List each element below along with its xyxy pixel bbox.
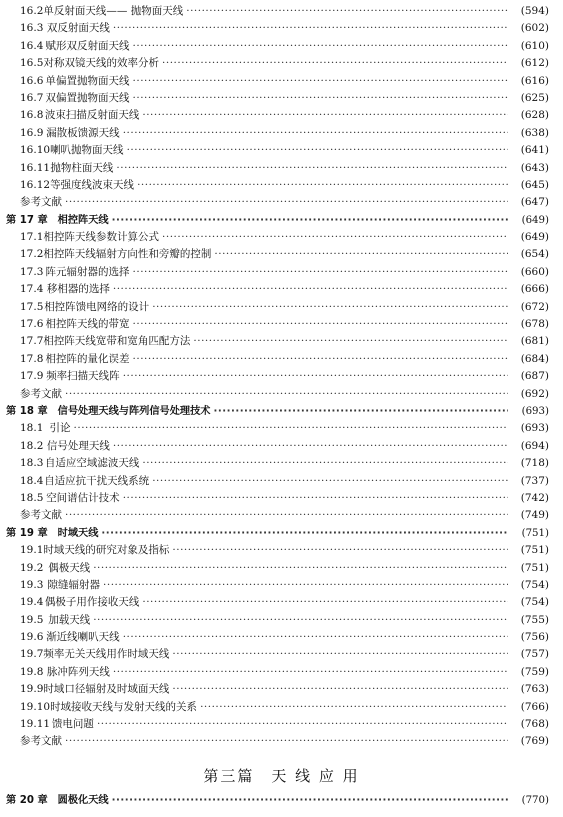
toc-section-row [0, 281, 563, 298]
leader-dots [162, 55, 508, 72]
section-number: 17.9 [20, 370, 44, 383]
section-title: 等强度线波束天线 [50, 178, 135, 191]
toc-section-row [0, 420, 563, 437]
toc-section-row [0, 664, 563, 681]
toc-section-row [0, 160, 563, 177]
toc-chapter-row [0, 792, 563, 809]
page-number: (681) [520, 335, 549, 348]
section-title: 赋形双反射面天线 [45, 39, 130, 52]
section-title: 双偏置抛物面天线 [45, 91, 130, 104]
section-title: 信号处理天线 [46, 439, 110, 452]
toc-chapter-row [0, 525, 563, 542]
toc-section-row [0, 316, 563, 333]
chapter-number: 第 18 章 [6, 405, 48, 417]
section-number: 18.5 [20, 491, 44, 504]
section-title: 频率无关天线用作时域天线 [43, 648, 170, 661]
toc-section-row [0, 368, 563, 385]
section-title: 自适应空域滤波天线 [44, 457, 140, 470]
toc-section-row [0, 716, 563, 733]
page-number: (756) [520, 631, 549, 644]
section-title: 自适应抗干扰天线系统 [44, 474, 150, 487]
toc-section-row [0, 560, 563, 577]
section-title: 阵元辐射器的选择 [45, 265, 130, 278]
section-number: 17.8 [20, 352, 44, 365]
section-title: 引论 [49, 422, 71, 435]
page-number: (612) [520, 57, 549, 70]
leader-dots [133, 264, 508, 281]
section-number: 16.9 [20, 126, 44, 139]
section-title: 偶极天线 [48, 561, 91, 574]
page-number: (649) [520, 231, 549, 244]
references-label: 参考文献 [20, 735, 62, 748]
leader-dots [113, 438, 508, 455]
page-number: (654) [520, 248, 549, 261]
section-title: 相控阵的量化误差 [45, 352, 130, 365]
section-title: 偶极子用作接收天线 [44, 596, 140, 609]
page-number: (625) [520, 91, 549, 104]
page-number: (751) [520, 561, 549, 574]
section-number: 18.4 [20, 474, 44, 487]
section-number: 19.2 [20, 561, 44, 574]
toc-section-row [0, 3, 563, 20]
section-title: 相控阵天线宽带和宽角匹配方法 [43, 335, 191, 348]
leader-dots [123, 125, 508, 142]
leader-dots [113, 664, 508, 681]
toc-section-row [0, 438, 563, 455]
leader-dots [112, 792, 508, 809]
page-number: (649) [521, 214, 549, 226]
toc-section-row [0, 646, 563, 663]
leader-dots [133, 351, 508, 368]
leader-dots [172, 681, 508, 698]
leader-dots [133, 73, 508, 90]
toc-section-row [0, 90, 563, 107]
toc-section-row [0, 594, 563, 611]
section-title: 时域口径辐射及时域面天线 [43, 683, 170, 696]
page-number: (616) [520, 74, 549, 87]
page-number: (610) [520, 39, 549, 52]
section-number: 19.1 [20, 544, 44, 557]
leader-dots [142, 594, 508, 611]
leader-dots [152, 473, 508, 490]
leader-dots [93, 612, 508, 629]
toc-chapter-row [0, 403, 563, 420]
leader-dots [65, 507, 508, 524]
page-number: (684) [520, 352, 549, 365]
section-number: 16.10 [20, 144, 51, 157]
page-number: (737) [520, 474, 549, 487]
section-title: 单反射面天线—— 抛物面天线 [43, 5, 184, 17]
section-number: 17.1 [20, 231, 44, 244]
section-number: 19.6 [20, 631, 44, 644]
section-title: 隙缝辐射器 [47, 578, 101, 591]
page-number: (757) [520, 648, 549, 661]
section-title: 移相器的选择 [46, 283, 110, 296]
section-title: 时域天线的研究对象及指标 [43, 544, 170, 557]
page-number: (766) [520, 700, 549, 713]
section-number: 16.11 [20, 161, 51, 174]
page-number: (602) [520, 22, 549, 35]
page-number: (647) [520, 196, 549, 209]
section-number: 16.6 [20, 74, 44, 87]
references-label: 参考文献 [20, 387, 62, 400]
leader-dots [113, 20, 508, 37]
leader-dots [172, 542, 508, 559]
toc-references-row [0, 733, 563, 750]
section-title: 相控阵天线的带宽 [45, 318, 130, 331]
section-number: 19.11 [20, 718, 51, 731]
page-number: (666) [520, 283, 549, 296]
page-number: (694) [520, 439, 549, 452]
section-number: 16.2 [20, 5, 44, 17]
page-number: (693) [520, 422, 549, 435]
page-number: (718) [520, 457, 549, 470]
toc-section-row [0, 612, 563, 629]
section-title: 单偏置抛物面天线 [45, 74, 130, 87]
page-number: (769) [520, 735, 549, 748]
final-chapter-entry [0, 792, 563, 809]
leader-dots [133, 38, 508, 55]
section-title: 加载天线 [48, 613, 91, 626]
section-number: 19.10 [20, 700, 51, 713]
leader-dots [65, 386, 508, 403]
section-number: 16.7 [20, 91, 44, 104]
section-number: 18.2 [20, 439, 44, 452]
page-number: (692) [520, 387, 549, 400]
page-number: (693) [521, 405, 549, 417]
section-title: 喇叭抛物面天线 [50, 144, 124, 157]
leader-dots [133, 316, 508, 333]
section-number: 16.3 [20, 22, 44, 35]
leader-dots [214, 246, 508, 263]
page-number: (672) [520, 300, 549, 313]
leader-dots [123, 490, 508, 507]
leader-dots [123, 368, 508, 385]
page-number: (687) [520, 370, 549, 383]
section-number: 19.8 [20, 665, 44, 678]
toc-section-row [0, 473, 563, 490]
toc-section-row [0, 38, 563, 55]
toc-section-row [0, 177, 563, 194]
toc-section-row [0, 681, 563, 698]
toc-section-row [0, 20, 563, 37]
section-number: 18.1 [20, 422, 44, 435]
toc-section-row [0, 107, 563, 124]
page-number: (768) [520, 718, 549, 731]
page-number: (594) [520, 5, 549, 17]
section-title: 馈电问题 [51, 718, 94, 731]
section-title: 脉冲阵列天线 [46, 665, 110, 678]
chapter-number: 第 19 章 [6, 527, 48, 539]
toc-references-row [0, 386, 563, 403]
leader-dots [93, 560, 508, 577]
part-title: 第三篇 天 线 应 用 [203, 767, 360, 785]
toc-section-row [0, 299, 563, 316]
section-number: 19.7 [20, 648, 44, 661]
chapter-title: 时域天线 [57, 527, 99, 539]
section-title: 抛物柱面天线 [50, 161, 114, 174]
leader-dots [142, 107, 508, 124]
toc-section-row [0, 542, 563, 559]
section-number: 19.3 [20, 578, 44, 591]
leader-dots [193, 333, 508, 350]
page-number: (645) [520, 178, 549, 191]
section-number: 17.3 [20, 265, 44, 278]
page-number: (643) [520, 161, 549, 174]
leader-dots [137, 177, 508, 194]
table-of-contents [0, 3, 563, 751]
section-number: 18.3 [20, 457, 44, 470]
leader-dots [127, 142, 508, 159]
leader-dots [162, 229, 508, 246]
leader-dots [213, 403, 508, 420]
chapter-number: 第 17 章 [6, 214, 48, 226]
toc-section-row [0, 73, 563, 90]
section-number: 19.4 [20, 596, 44, 609]
leader-dots [65, 733, 508, 750]
page-number: (759) [520, 665, 549, 678]
references-label: 参考文献 [20, 509, 62, 522]
toc-chapter-row [0, 212, 563, 229]
section-title: 漏散板馈源天线 [46, 126, 120, 139]
section-title: 相控阵天线参数计算公式 [43, 231, 160, 244]
section-number: 16.8 [20, 109, 44, 122]
section-title: 渐近线喇叭天线 [46, 631, 120, 644]
chapter-number: 第 20 章 [6, 795, 48, 806]
leader-dots [172, 646, 508, 663]
page-number: (742) [520, 491, 549, 504]
chapter-title: 信号处理天线与阵列信号处理技术 [57, 405, 211, 417]
toc-section-row [0, 490, 563, 507]
toc-section-row [0, 55, 563, 72]
page-number: (749) [520, 509, 549, 522]
leader-dots [152, 299, 508, 316]
section-title: 相控阵馈电网络的设计 [44, 300, 150, 313]
page-number: (751) [521, 527, 549, 539]
section-number: 17.5 [20, 300, 44, 313]
page-number: (638) [520, 126, 549, 139]
section-number: 16.12 [20, 178, 51, 191]
page-number: (754) [520, 578, 549, 591]
leader-dots [142, 455, 508, 472]
leader-dots [116, 160, 508, 177]
section-title: 空间谱估计技术 [46, 491, 120, 504]
section-title: 波束扫描反射面天线 [44, 109, 140, 122]
leader-dots [123, 629, 508, 646]
toc-section-row [0, 629, 563, 646]
chapter-title: 圆极化天线 [57, 795, 109, 806]
leader-dots [97, 716, 508, 733]
section-number: 17.2 [20, 248, 44, 261]
chapter-title: 相控阵天线 [57, 214, 109, 226]
section-title: 时域接收天线与发射天线的关系 [50, 700, 198, 713]
page-number: (628) [520, 109, 549, 122]
section-number: 19.9 [20, 683, 44, 696]
page-number: (763) [520, 683, 549, 696]
toc-section-row [0, 333, 563, 350]
leader-dots [65, 194, 508, 211]
leader-dots [200, 699, 508, 716]
leader-dots [74, 420, 508, 437]
page-number: (754) [520, 596, 549, 609]
toc-references-row [0, 507, 563, 524]
page-number: (755) [520, 613, 549, 626]
page-number: (770) [521, 795, 549, 806]
page-number: (751) [520, 544, 549, 557]
section-title: 对称双镜天线的效率分析 [43, 57, 160, 70]
toc-section-row [0, 246, 563, 263]
section-number: 17.7 [20, 335, 44, 348]
section-number: 16.5 [20, 57, 44, 70]
toc-section-row [0, 264, 563, 281]
toc-references-row [0, 194, 563, 211]
toc-section-row [0, 351, 563, 368]
section-number: 17.4 [20, 283, 44, 296]
section-number: 16.4 [20, 39, 44, 52]
leader-dots [186, 3, 508, 20]
section-title: 频率扫描天线阵 [46, 370, 120, 383]
section-number: 17.6 [20, 318, 44, 331]
toc-section-row [0, 142, 563, 159]
toc-section-row [0, 455, 563, 472]
toc-section-row [0, 229, 563, 246]
section-title: 相控阵天线辐射方向性和旁瓣的控制 [43, 248, 212, 261]
leader-dots [103, 577, 508, 594]
toc-section-row [0, 125, 563, 142]
leader-dots [113, 281, 508, 298]
page-number: (641) [520, 144, 549, 157]
leader-dots [133, 90, 508, 107]
leader-dots [112, 212, 508, 229]
page-number: (660) [520, 265, 549, 278]
toc-section-row [0, 699, 563, 716]
page-number: (678) [520, 318, 549, 331]
section-number: 19.5 [20, 613, 44, 626]
references-label: 参考文献 [20, 196, 62, 209]
leader-dots [101, 525, 508, 542]
toc-section-row [0, 577, 563, 594]
section-title: 双反射面天线 [46, 22, 110, 35]
